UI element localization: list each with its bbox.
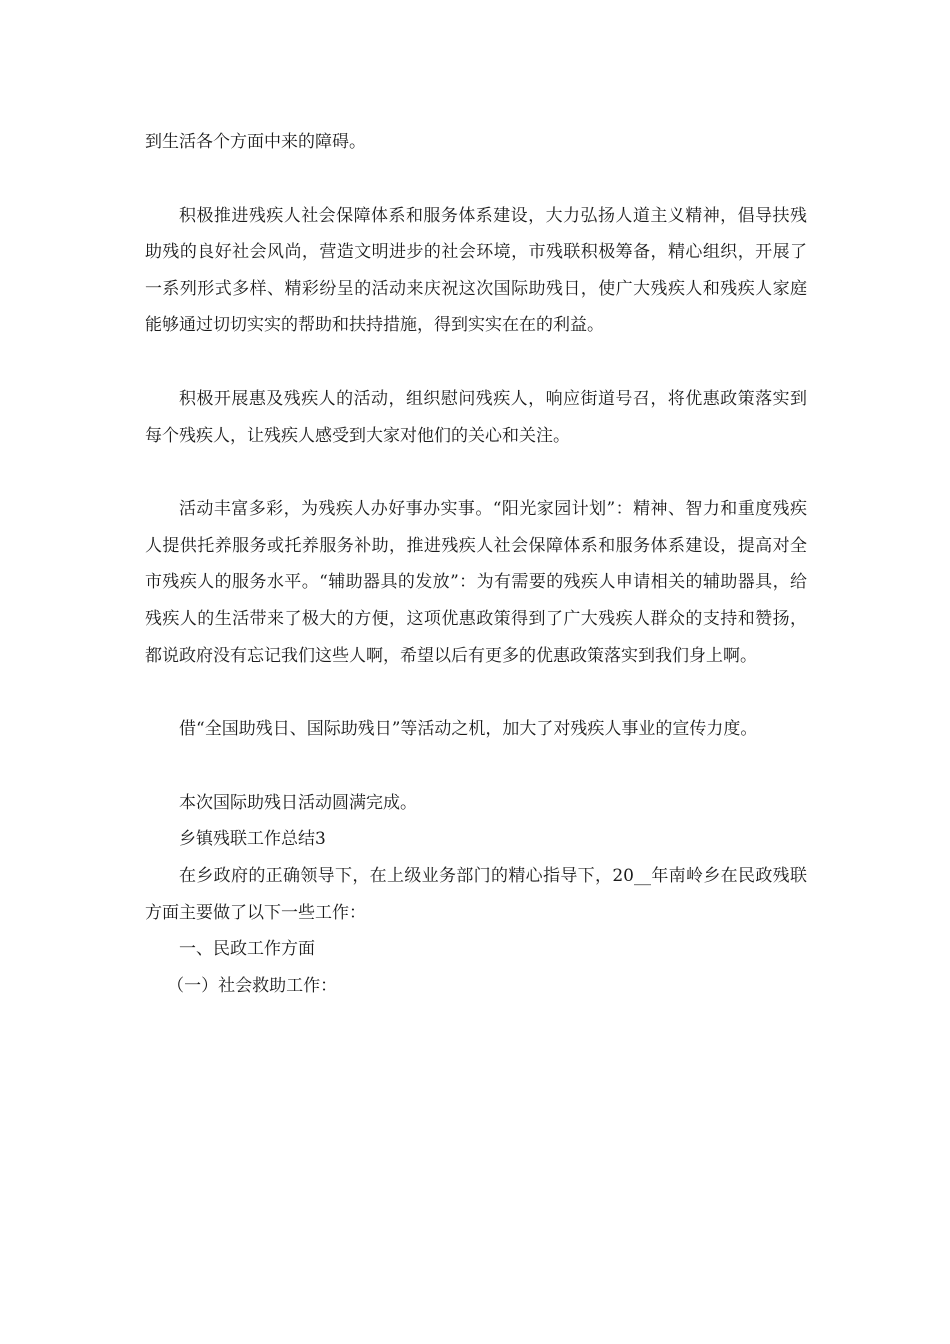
paragraph-programs: 活动丰富多彩，为残疾人办好事办实事。“阳光家园计划”：精神、智力和重度残疾人提供托养服务或托养服务补助，推进残疾人社会保障体系和服务体系建设，提高对全市残疾人的服务水平。“辅助器具的发放”：为有需要的残疾人申请相关的辅助器具，给残疾人的生活带来了极大的方便，这项优惠政策得到了广大残疾人群众的支持和赞扬，都说政府没有忘记我们这些人啊，希望以后有更多的优惠政策落实到我们身上啊。	[145, 499, 807, 666]
paragraph-publicity: 借“全国助残日、国际助残日”等活动之机，加大了对残疾人事业的宣传力度。	[179, 719, 758, 740]
paragraph-social-security: 积极推进残疾人社会保障体系和服务体系建设，大力弘扬人道主义精神，倡导扶残助残的良好社会风尚，营造文明进步的社会环境，市残联积极筹备，精心组织，开展了一系列形式多样、精彩纷呈的活动来庆祝这次国际助残日，使广大残疾人和残疾人家庭能够通过切切实实的帮助和扶持措施，得到实实在在的利益。	[145, 205, 807, 336]
section-heading-civil-affairs: 一、民政工作方面	[179, 939, 315, 960]
paragraph-continuation: 到生活各个方面中来的障碍。	[145, 132, 366, 152]
section-title: 乡镇残联工作总结3	[179, 829, 326, 850]
paragraph-completion: 本次国际助残日活动圆满完成。	[179, 792, 417, 813]
paragraph-intro: 在乡政府的正确领导下，在上级业务部门的精心指导下，20__年南岭乡在民政残联方面主要做了以下一些工作：	[145, 865, 807, 923]
subsection-heading-social-assistance: （一）社会救助工作：	[167, 975, 338, 996]
paragraph-activities: 积极开展惠及残疾人的活动，组织慰问残疾人，响应街道号召，将优惠政策落实到每个残疾人，让残疾人感受到大家对他们的关心和关注。	[145, 388, 807, 446]
document-page	[145, 124, 807, 1004]
